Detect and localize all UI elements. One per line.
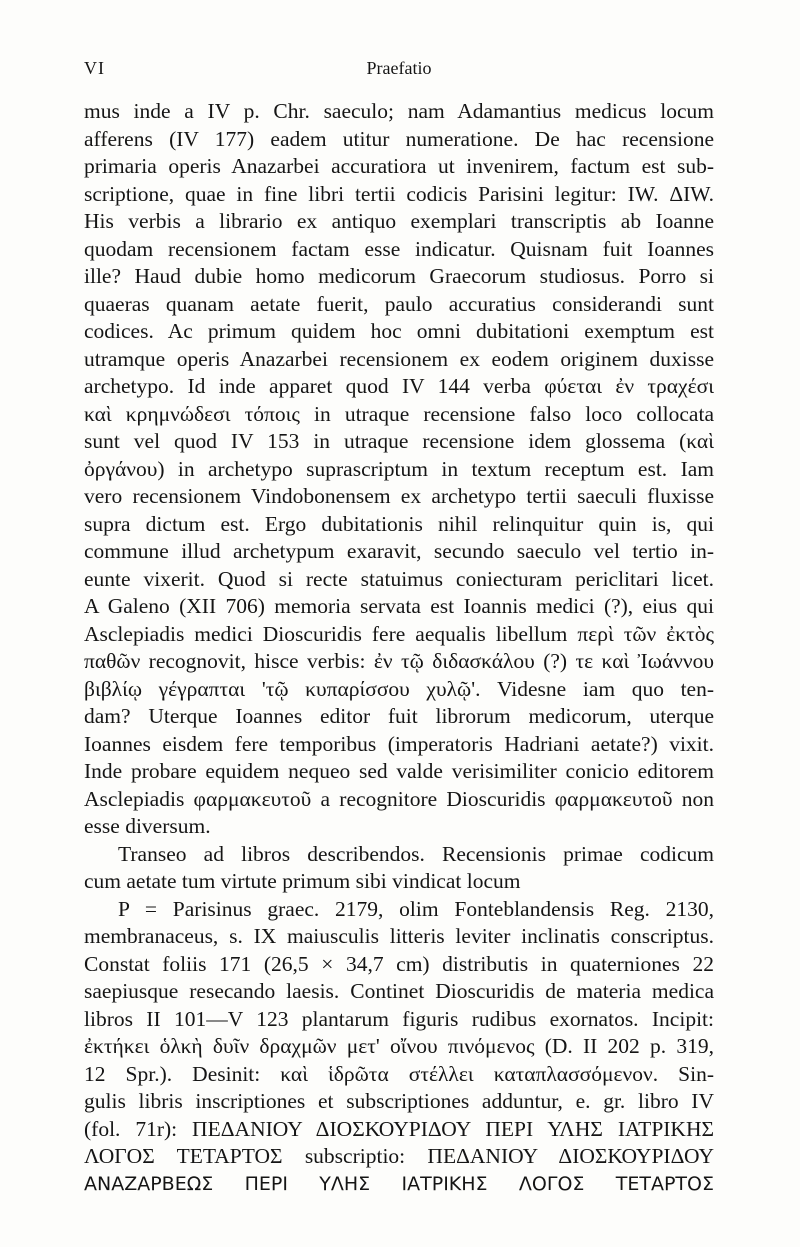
text-line: ὀργάνου) in archetypo suprascriptum in textum receptum est. Iam bbox=[84, 456, 714, 481]
text-line: esse diversum. bbox=[84, 814, 211, 838]
text-line: archetypo. Id inde apparet quod IV 144 verba φύεται ἐν τραχέσι bbox=[84, 374, 714, 398]
page-number: VI bbox=[84, 58, 105, 78]
text-line: gulis libris inscriptiones et subscriptiones adduntur, e. gr. libro IV bbox=[84, 1089, 714, 1113]
text-line: codices. Ac primum quidem hoc omni dubitationi exemptum est bbox=[84, 319, 714, 343]
text-line: quaeras quanam aetate fuerit, paulo accuratius considerandi sunt bbox=[84, 291, 714, 316]
text-line: Transeo ad libros describendos. Recensionis primae codicum bbox=[118, 841, 714, 866]
text-line: utramque operis Anazarbei recensionem ex eodem originem duxisse bbox=[84, 346, 714, 371]
text-line: ΑΝΑΖΑΡΒΕΩΣ ΠΕΡΙ ΥΛΗΣ ΙΑΤΡΙΚΗΣ ΛΟΓΟΣ ΤΕΤΑΡΤΟΣ bbox=[84, 1172, 714, 1195]
text-line: βιβλίῳ γέγραπται 'τῷ κυπαρίσσου χυλῷ'. Videsne iam quo ten- bbox=[84, 676, 714, 701]
text-line: primaria operis Anazarbei accuratiora ut invenirem, factum est sub- bbox=[84, 154, 714, 178]
running-title: Praefatio bbox=[366, 58, 432, 78]
text-line: dam? Uterque Ioannes editor fuit librorum medicorum, uterque bbox=[84, 704, 714, 728]
text-line: mus inde a IV p. Chr. saeculo; nam Adamantius medicus locum bbox=[84, 99, 714, 123]
text-line: καὶ κρημνώδεσι τόποις in utraque recensione falso loco collocata bbox=[84, 401, 714, 426]
text-line: scriptione, quae in fine libri tertii codicis Parisini legitur: IW. ΔIW. bbox=[84, 181, 714, 206]
text-line: cum aetate tum virtute primum sibi vindicat locum bbox=[84, 869, 521, 893]
text-line: quodam recensionem factam esse indicatur. Quisnam fuit Ioannes bbox=[84, 236, 714, 261]
text-line: Asclepiadis medici Dioscuridis fere aequalis libellum περὶ τῶν ἐκτὸς bbox=[84, 621, 714, 646]
text-line: ΛΟΓΟΣ ΤΕΤΑΡΤΟΣ subscriptio: ΠΕΔΑΝΙΟΥ ΔΙΟΣΚΟΥΡΙΔΟΥ bbox=[84, 1144, 714, 1168]
text-line: saepiusque resecando laesis. Continet Dioscuridis de materia medica bbox=[84, 979, 714, 1003]
text-line: libros II 101—V 123 plantarum figuris rudibus exornatos. Incipit: bbox=[84, 1006, 714, 1031]
body-text bbox=[84, 98, 714, 1198]
text-line: ἐκτήκει ὁλκὴ δυῖν δραχμῶν μετ' οἴνου πινόμενος (D. II 202 p. 319, bbox=[84, 1034, 714, 1058]
text-line: His verbis a librario ex antiquo exemplari transcriptis ab Ioanne bbox=[84, 209, 714, 233]
text-line: membranaceus, s. IX maiusculis litteris leviter inclinatis conscriptus. bbox=[84, 924, 714, 948]
text-line: (fol. 71r): ΠΕΔΑΝΙΟΥ ΔΙΟΣΚΟΥΡΙΔΟΥ ΠΕΡΙ ΥΛΗΣ ΙΑΤΡΙΚΗΣ bbox=[84, 1116, 714, 1141]
text-line: eunte vixerit. Quod si recte statuimus coniecturam periclitari licet. bbox=[84, 566, 714, 591]
text-line: Inde probare equidem nequeo sed valde verisimiliter conicio editorem bbox=[84, 759, 714, 783]
text-line: 12 Spr.). Desinit: καὶ ἱδρῶτα στέλλει καταπλασσόμενον. Sin- bbox=[84, 1061, 714, 1086]
text-line: supra dictum est. Ergo dubitationis nihil relinquitur quin is, qui bbox=[84, 511, 714, 536]
text-line: P = Parisinus graec. 2179, olim Fonteblandensis Reg. 2130, bbox=[118, 896, 714, 921]
text-line: παθῶν recognovit, hisce verbis: ἐν τῷ διδασκάλου (?) τε καὶ Ἰωάννου bbox=[84, 649, 714, 673]
text-line: Constat foliis 171 (26,5 × 34,7 cm) distributis in quaterniones 22 bbox=[84, 951, 714, 976]
text-line: A Galeno (XII 706) memoria servata est Ioannis medici (?), eius qui bbox=[84, 594, 714, 618]
running-header bbox=[84, 58, 714, 84]
text-line: commune illud archetypum exaravit, secundo saeculo vel tertio in- bbox=[84, 539, 714, 563]
text-line: Asclepiadis φαρμακευτοῦ a recognitore Dioscuridis φαρμακευτοῦ non bbox=[84, 786, 714, 811]
text-line: Ioannes eisdem fere temporibus (imperatoris Hadriani aetate?) vixit. bbox=[84, 731, 714, 756]
text-line: ille? Haud dubie homo medicorum Graecorum studiosus. Porro si bbox=[84, 264, 714, 288]
text-line: sunt vel quod IV 153 in utraque recensione idem glossema (καὶ bbox=[84, 429, 714, 453]
text-line: vero recensionem Vindobonensem ex archetypo tertii saeculi fluxisse bbox=[84, 484, 714, 508]
text-line: afferens (IV 177) eadem utitur numeratione. De hac recensione bbox=[84, 126, 714, 151]
